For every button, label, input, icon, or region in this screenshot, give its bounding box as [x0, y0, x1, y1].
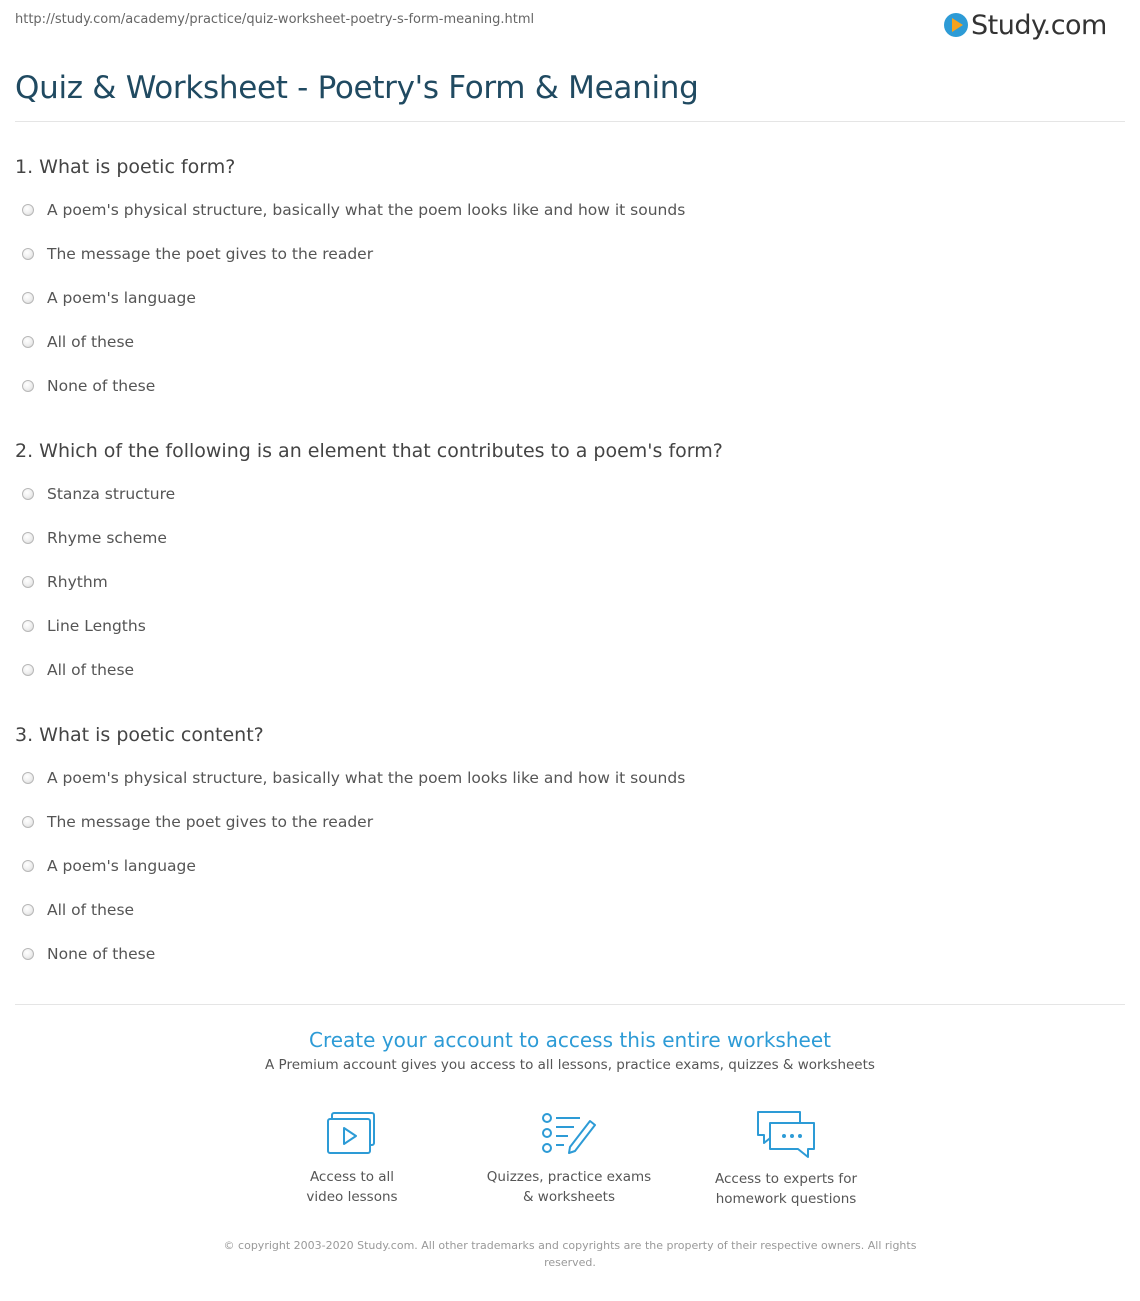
radio-button[interactable]	[22, 772, 34, 784]
create-account-link[interactable]: Create your account to access this entire worksheet	[309, 1028, 831, 1052]
answer-label: Rhythm	[47, 573, 108, 591]
answer-option[interactable]	[22, 200, 685, 220]
feature-line: & worksheets	[522, 1189, 615, 1205]
radio-button[interactable]	[22, 488, 34, 500]
radio-button[interactable]	[22, 816, 34, 828]
premium-description: A Premium account gives you access to all lessons, practice exams, quizzes & worksheets	[265, 1057, 875, 1073]
quiz-checklist-icon	[540, 1109, 598, 1157]
answer-option[interactable]	[22, 944, 155, 964]
page-title: Quiz & Worksheet - Poetry's Form & Meaning	[15, 70, 699, 106]
answer-label: All of these	[47, 661, 135, 679]
answer-option[interactable]	[22, 332, 134, 352]
answer-label: A poem's physical structure, basically what the poem looks like and how it sounds	[47, 769, 686, 787]
answer-option[interactable]	[22, 572, 108, 592]
question-1: 1. What is poetic form?	[15, 156, 236, 178]
feature-line: Access to all	[309, 1169, 395, 1185]
answer-label: All of these	[47, 333, 135, 351]
radio-button[interactable]	[22, 860, 34, 872]
feature-line: video lessons	[306, 1189, 398, 1205]
answer-label: None of these	[47, 377, 156, 395]
answer-option[interactable]	[22, 900, 134, 920]
answer-label: Rhyme scheme	[47, 529, 167, 547]
answer-label: All of these	[47, 901, 135, 919]
radio-button[interactable]	[22, 204, 34, 216]
feature-quizzes	[469, 1109, 669, 1207]
video-lesson-icon	[326, 1109, 378, 1157]
feature-experts	[686, 1109, 886, 1209]
radio-button[interactable]	[22, 532, 34, 544]
answer-label: A poem's language	[47, 289, 196, 307]
radio-button[interactable]	[22, 576, 34, 588]
radio-button[interactable]	[22, 380, 34, 392]
answer-option[interactable]	[22, 768, 685, 788]
radio-button[interactable]	[22, 336, 34, 348]
radio-button[interactable]	[22, 620, 34, 632]
title-divider	[15, 121, 1125, 122]
answer-option[interactable]	[22, 812, 373, 832]
page-url: http://study.com/academy/practice/quiz-worksheet-poetry-s-form-meaning.html	[15, 12, 535, 27]
chat-bubbles-icon	[754, 1109, 818, 1159]
copyright-notice: © copyright 2003-2020 Study.com. All other trademarks and copyrights are the property of their respective owners. All rights reserved.	[223, 1239, 917, 1269]
radio-button[interactable]	[22, 664, 34, 676]
section-divider	[15, 1004, 1125, 1005]
answer-label: None of these	[47, 945, 156, 963]
answer-option[interactable]	[22, 376, 155, 396]
radio-button[interactable]	[22, 292, 34, 304]
answer-option[interactable]	[22, 660, 134, 680]
answer-option[interactable]	[22, 288, 196, 308]
feature-line: Access to experts for	[714, 1171, 857, 1187]
answer-option[interactable]	[22, 484, 175, 504]
answer-label: The message the poet gives to the reader	[47, 813, 374, 831]
answer-label: A poem's physical structure, basically what the poem looks like and how it sounds	[47, 201, 686, 219]
answer-label: A poem's language	[47, 857, 196, 875]
answer-label: Line Lengths	[47, 617, 146, 635]
question-3: 3. What is poetic content?	[15, 724, 264, 746]
answer-label: The message the poet gives to the reader	[47, 245, 374, 263]
study-logo[interactable]	[944, 8, 1107, 42]
answer-option[interactable]	[22, 244, 373, 264]
answer-label: Stanza structure	[47, 485, 176, 503]
answer-option[interactable]	[22, 856, 196, 876]
answer-option[interactable]	[22, 528, 167, 548]
radio-button[interactable]	[22, 248, 34, 260]
play-logo-icon	[944, 13, 968, 37]
logo-text: Study.com	[971, 9, 1107, 41]
answer-option[interactable]	[22, 616, 146, 636]
feature-video-lessons	[252, 1109, 452, 1207]
feature-line: homework questions	[715, 1191, 857, 1207]
radio-button[interactable]	[22, 904, 34, 916]
radio-button[interactable]	[22, 948, 34, 960]
question-2: 2. Which of the following is an element that contributes to a poem's form?	[15, 440, 723, 462]
feature-line: Quizzes, practice exams	[486, 1169, 652, 1185]
